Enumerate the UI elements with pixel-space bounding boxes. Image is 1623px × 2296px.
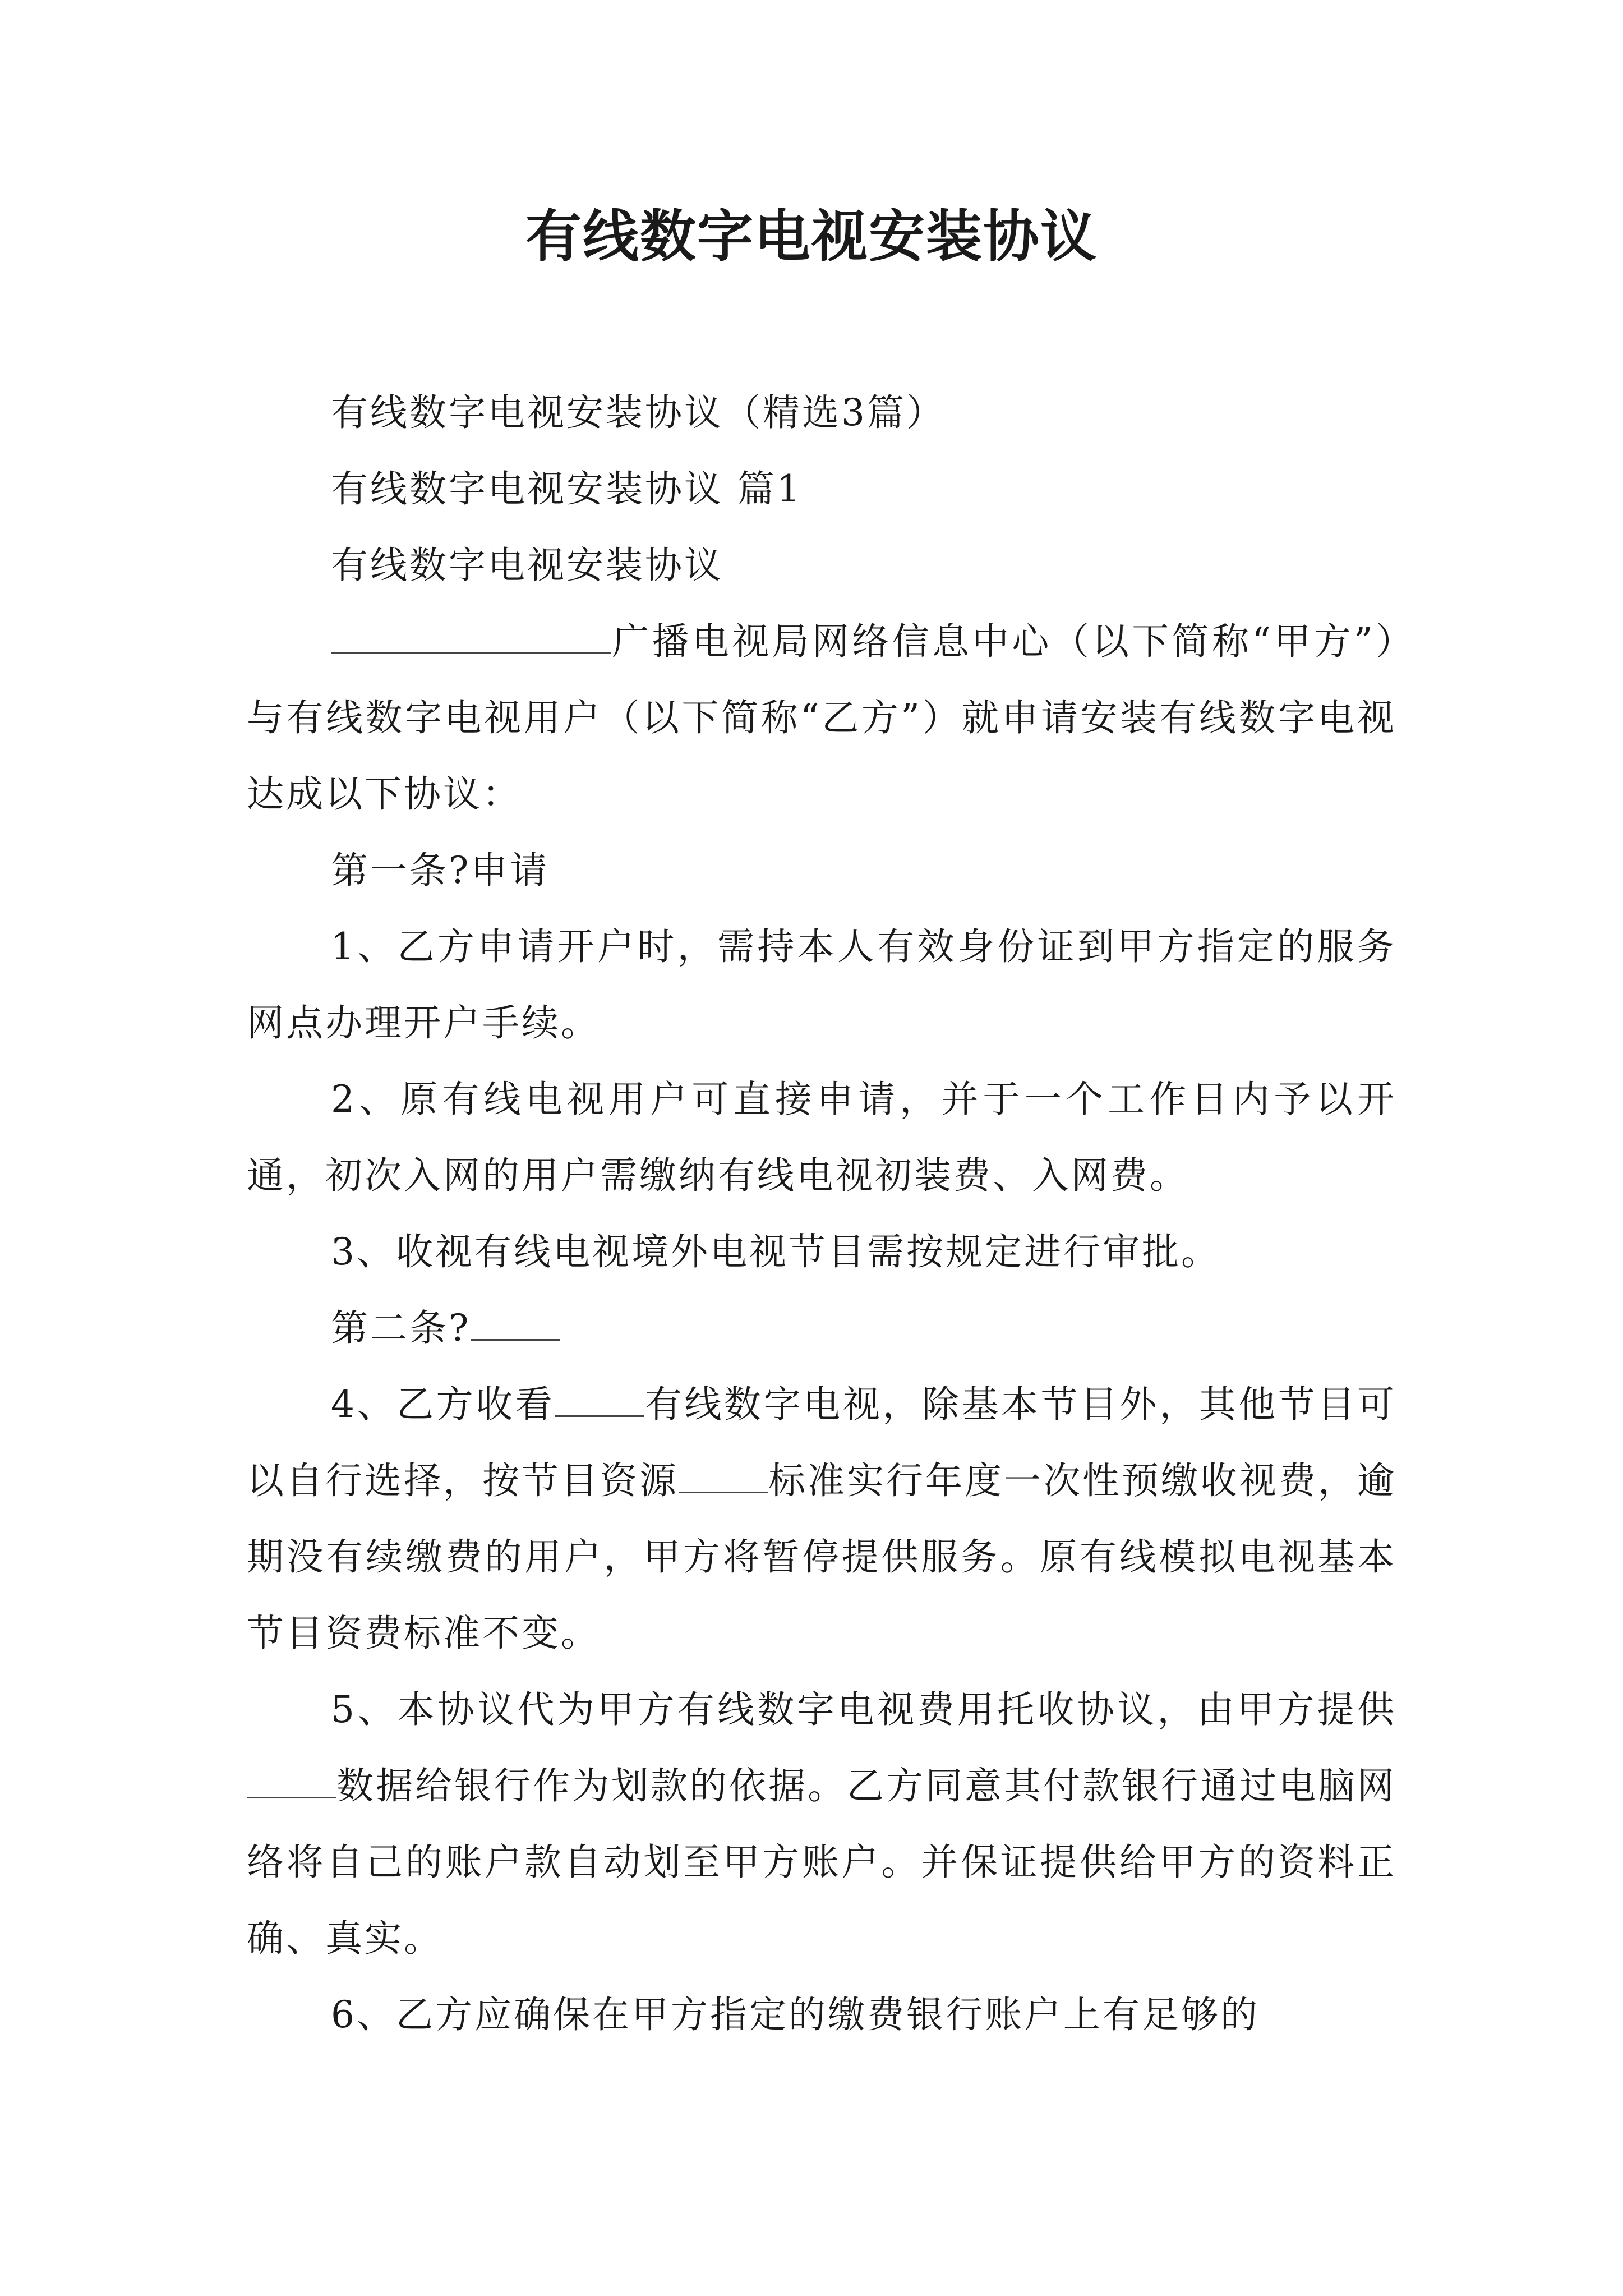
intro-text: 广播电视局网络信息中心（以下简称“甲方”）与有线数字电视用户（以下简称“乙方”）就申请安装有线数字电视达成以下协议： (247, 620, 1396, 816)
item-4-text-b: 有线数字电视，除基本节目外，其他节目可以自行选择，按节目资源 (247, 1383, 1396, 1502)
section-heading: 有线数字电视安装协议 篇1 (331, 467, 803, 510)
fill-blank (471, 1304, 560, 1341)
article-2-text: 第二条? (331, 1306, 471, 1350)
document-title: 有线数字电视安装协议 (525, 204, 1098, 269)
subtitle: 有线数字电视安装协议（精选3篇） (331, 391, 946, 434)
fill-blank (555, 1380, 644, 1417)
fill-blank (247, 1761, 336, 1798)
intro-paragraph (247, 604, 1396, 832)
item-4-text-c: 标准实行年度一次性预缴收视费，逾期没有续缴费的用户，甲方将暂停提供服务。原有线模拟电视基本节目资费标准不变。 (247, 1459, 1396, 1655)
fill-blank (331, 617, 611, 654)
item-5-paragraph (247, 1672, 1396, 1977)
agreement-heading: 有线数字电视安装协议 (331, 544, 723, 587)
item-3-paragraph: 3、收视有线电视境外电视节目需按规定进行审批。 (331, 1230, 1220, 1273)
article-1-title: 第一条?申请 (331, 849, 550, 892)
item-4-paragraph (247, 1366, 1396, 1672)
item-2-paragraph: 2、原有线电视用户可直接申请，并于一个工作日内予以开通，初次入网的用户需缴纳有线电视初装费、入网费。 (247, 1078, 1396, 1197)
item-5-text-b: 数据给银行作为划款的依据。乙方同意其付款银行通过电脑网络将自己的账户款自动划至甲方账户。并保证提供给甲方的资料正确、真实。 (247, 1764, 1396, 1960)
item-6-paragraph: 6、乙方应确保在甲方指定的缴费银行账户上有足够的 (331, 1993, 1260, 2036)
item-1-paragraph: 1、乙方申请开户时，需持本人有效身份证到甲方指定的服务网点办理开户手续。 (247, 925, 1396, 1045)
document-body (247, 375, 1396, 2053)
item-4-text-a: 4、乙方收看 (331, 1383, 555, 1426)
fill-blank (679, 1456, 768, 1493)
article-2-title (247, 1290, 1396, 1366)
item-5-text-a: 5、本协议代为甲方有线数字电视费用托收协议，由甲方提供 (331, 1688, 1396, 1731)
